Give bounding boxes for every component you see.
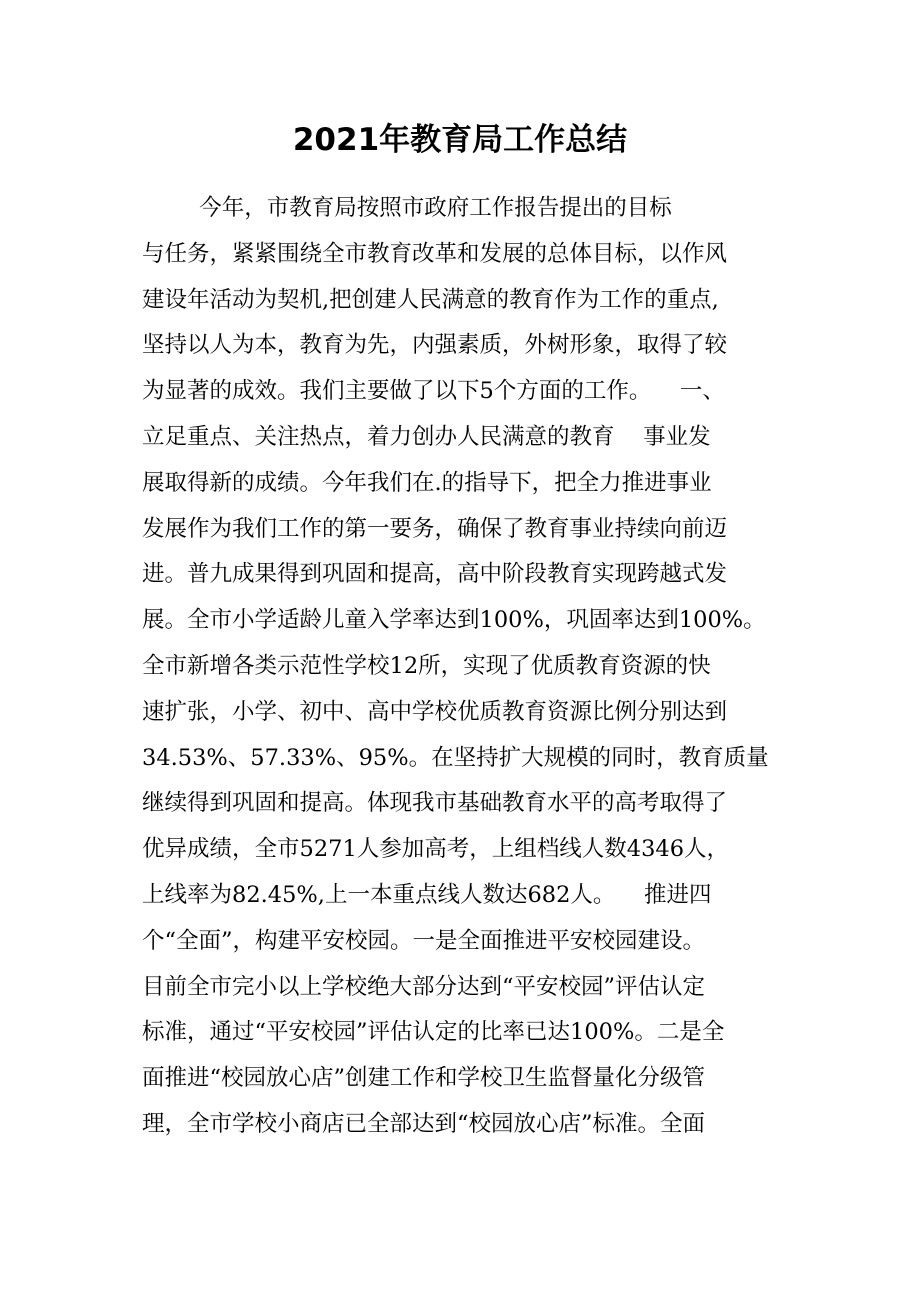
body-line: 建设年活动为契机,把创建人民满意的教育作为工作的重点, [142, 286, 719, 313]
body-line: 34.53%、57.33%、95%。在坚持扩大规模的同时，教育质量 [142, 744, 769, 771]
body-line: 进。普九成果得到巩固和提高，高中阶段教育实现跨越式发 [142, 561, 728, 588]
body-line: 立足重点、关注热点，着力创办人民满意的教育 事业发 [142, 423, 711, 450]
body-line: 上线率为82.45%,上一本重点线人数达682人。 推进四 [142, 881, 712, 908]
body-line: 发展作为我们工作的第一要务，确保了教育事业持续向前迈 [142, 515, 728, 542]
document-body [142, 186, 920, 1148]
body-line: 坚持以人为本，教育为先，内强素质，外树形象，取得了较 [142, 332, 728, 359]
body-line: 今年，市教育局按照市政府工作报告提出的目标 [142, 195, 672, 221]
body-line: 理，全市学校小商店已全部达到“校园放心店”标准。全面 [142, 1110, 706, 1137]
body-line: 继续得到巩固和提高。体现我市基础教育水平的高考取得了 [142, 790, 728, 817]
body-line: 展。全市小学适龄儿童入学率达到100%，巩固率达到100%。 [142, 607, 766, 634]
body-line: 个“全面”，构建平安校园。一是全面推进平安校园建设。 [142, 927, 706, 954]
body-line: 与任务，紧紧围绕全市教育改革和发展的总体目标，以作风 [142, 240, 728, 267]
body-line: 全市新增各类示范性学校12所，实现了优质教育资源的快 [142, 652, 711, 679]
body-line: 标准，通过“平安校园”评估认定的比率已达100%。二是全 [142, 1019, 725, 1046]
body-line: 为显著的成效。我们主要做了以下5个方面的工作。 一、 [142, 378, 725, 405]
body-line: 目前全市完小以上学校绝大部分达到“平安校园”评估认定 [142, 973, 706, 1000]
body-line: 速扩张，小学、初中、高中学校优质教育资源比例分别达到 [142, 698, 728, 725]
document-title: 2021年教育局工作总结 [292, 122, 628, 158]
body-line: 面推进“校园放心店”创建工作和学校卫生监督量化分级管 [142, 1065, 706, 1092]
body-line: 展取得新的成绩。今年我们在.的指导下，把全力推进事业 [142, 469, 712, 496]
body-line: 优异成绩，全市5271人参加高考，上组档线人数4346人， [142, 836, 730, 863]
